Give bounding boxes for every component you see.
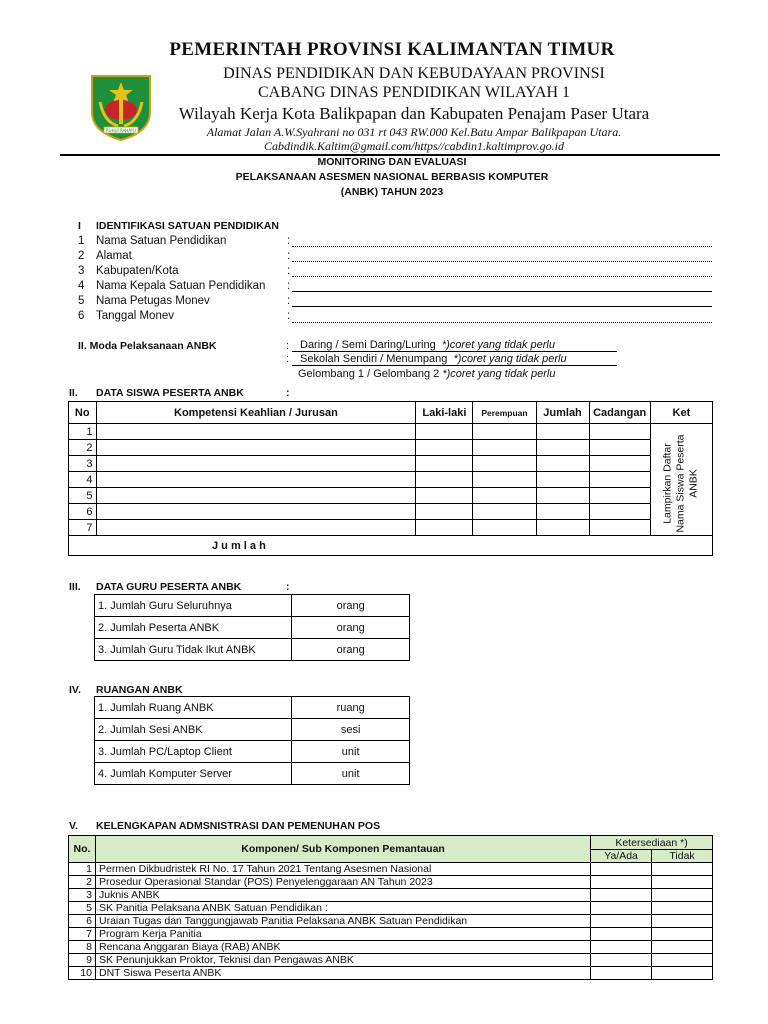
section3-num: III. — [69, 581, 81, 593]
field-label: Nama Kepala Satuan Pendidikan — [96, 280, 266, 292]
cell-laki[interactable] — [416, 456, 473, 472]
ya-checkbox[interactable] — [591, 915, 652, 928]
table-row — [95, 639, 410, 661]
tidak-checkbox[interactable] — [652, 863, 713, 876]
cell-cadangan[interactable] — [589, 472, 650, 488]
moda-option-sekolah[interactable]: Sekolah Sendiri / Menumpang *)coret yang tidak perlu — [292, 353, 617, 366]
table-row — [69, 440, 713, 456]
field-label: Nama Petugas Monev — [96, 295, 210, 307]
field-colon: : — [287, 250, 291, 262]
cell-jumlah[interactable] — [536, 520, 589, 536]
siswa-table — [68, 401, 713, 556]
table-row — [69, 915, 713, 928]
section2-num: II. — [69, 387, 78, 399]
moda-colon1: : — [286, 340, 290, 352]
cell-kompetensi[interactable] — [96, 488, 416, 504]
row-text: Permen Dikbudristek RI No. 17 Tahun 2021 Tentang Asesmen Nasional — [95, 863, 590, 876]
header-address: Alamat Jalan A.W.Syahrani no 031 rt 043 RW.000 Kel.Batu Ampar Balikpapan Utara. — [206, 125, 622, 139]
row-label: 4. Jumlah Komputer Server — [95, 763, 292, 785]
row-no: 1 — [69, 424, 97, 440]
table-row — [69, 520, 713, 536]
ya-checkbox[interactable] — [591, 863, 652, 876]
row-text: DNT Siswa Peserta ANBK — [95, 967, 590, 980]
cell-kompetensi[interactable] — [96, 504, 416, 520]
ya-checkbox[interactable] — [591, 876, 652, 889]
tidak-checkbox[interactable] — [652, 876, 713, 889]
petugas-monev-field[interactable] — [292, 306, 712, 307]
table-row — [69, 424, 713, 440]
row-no: 2 — [69, 440, 97, 456]
table-header — [69, 836, 713, 850]
row-no: 3 — [69, 889, 96, 902]
cell-laki[interactable] — [416, 520, 473, 536]
row-no: 7 — [69, 520, 97, 536]
tidak-checkbox[interactable] — [652, 954, 713, 967]
row-label: 3. Jumlah Guru Tidak Ikut ANBK — [95, 639, 292, 661]
cell-cadangan[interactable] — [589, 488, 650, 504]
tidak-checkbox[interactable] — [652, 889, 713, 902]
cell-jumlah[interactable] — [536, 456, 589, 472]
moda-colon2: : — [286, 353, 290, 365]
ya-checkbox[interactable] — [591, 889, 652, 902]
cell-cadangan[interactable] — [589, 440, 650, 456]
row-label: 2. Jumlah Peserta ANBK — [95, 617, 292, 639]
col-ket: Ket — [650, 402, 712, 424]
cell-laki[interactable] — [416, 424, 473, 440]
cell-cadangan[interactable] — [589, 504, 650, 520]
col-ya: Ya/Ada — [591, 850, 652, 863]
col-laki: Laki-laki — [416, 402, 473, 424]
table-row — [69, 967, 713, 980]
cell-kompetensi[interactable] — [96, 440, 416, 456]
cell-jumlah[interactable] — [536, 504, 589, 520]
field-row: 5 — [78, 295, 85, 307]
cell-kompetensi[interactable] — [96, 472, 416, 488]
table-row — [95, 741, 410, 763]
cell-perempuan[interactable] — [473, 472, 536, 488]
row-text: SK Penunjukkan Proktor, Teknisi dan Pengawas ANBK — [95, 954, 590, 967]
col-tidak: Tidak — [652, 850, 713, 863]
cell-perempuan[interactable] — [473, 520, 536, 536]
jumlah-sesi-value[interactable]: sesi — [292, 719, 410, 741]
header-line2: DINAS PENDIDIKAN DAN KEBUDAYAAN PROVINSI — [223, 65, 605, 82]
section4-num: IV. — [69, 684, 81, 696]
row-no: 4 — [69, 472, 97, 488]
tidak-checkbox[interactable] — [652, 902, 713, 915]
field-row: 1 — [78, 235, 85, 247]
col-ketersediaan: Ketersediaan *) — [591, 836, 713, 850]
section3-colon: : — [286, 581, 290, 593]
cell-perempuan[interactable] — [473, 440, 536, 456]
table-row — [69, 504, 713, 520]
table-row — [69, 472, 713, 488]
table-row — [69, 876, 713, 889]
row-label: 2. Jumlah Sesi ANBK — [95, 719, 292, 741]
row-text: Juknis ANBK — [95, 889, 590, 902]
row-label: 1. Jumlah Ruang ANBK — [95, 697, 292, 719]
section1-num: I — [78, 220, 81, 232]
field-label: Alamat — [96, 250, 132, 262]
moda-option-daring[interactable]: Daring / Semi Daring/Luring *)coret yang tidak perlu — [292, 339, 617, 352]
table-row — [69, 928, 713, 941]
row-no: 3 — [69, 456, 97, 472]
field-colon: : — [287, 235, 291, 247]
jumlah-ruang-value[interactable]: ruang — [292, 697, 410, 719]
row-text: Uraian Tugas dan Tanggungjawab Panitia Pelaksana ANBK Satuan Pendidikan — [95, 915, 590, 928]
tidak-checkbox[interactable] — [652, 928, 713, 941]
guru-table — [94, 594, 410, 661]
cell-laki[interactable] — [416, 488, 473, 504]
table-row — [69, 863, 713, 876]
table-row — [95, 719, 410, 741]
section5-num: V. — [69, 820, 78, 832]
row-label: 3. Jumlah PC/Laptop Client — [95, 741, 292, 763]
col-no: No — [69, 402, 97, 424]
cell-laki[interactable] — [416, 504, 473, 520]
cell-jumlah[interactable] — [536, 472, 589, 488]
ruangan-table — [94, 696, 410, 785]
title-line1: MONITORING DAN EVALUASI — [317, 156, 467, 168]
cell-perempuan[interactable] — [473, 456, 536, 472]
col-komponen: Komponen/ Sub Komponen Pemantauan — [95, 836, 590, 863]
moda-option-gelombang[interactable]: Gelombang 1 / Gelombang 2 *)coret yang tidak perlu — [298, 368, 556, 380]
row-no: 5 — [69, 488, 97, 504]
cell-jumlah[interactable] — [536, 424, 589, 440]
ya-checkbox[interactable] — [591, 967, 652, 980]
cell-kompetensi[interactable] — [96, 424, 416, 440]
col-jumlah: Jumlah — [536, 402, 589, 424]
svg-text:RUHUI RAHAYU: RUHUI RAHAYU — [105, 128, 137, 133]
field-row: 4 — [78, 280, 85, 292]
field-row: 6 — [78, 310, 85, 322]
jumlah-server-value[interactable]: unit — [292, 763, 410, 785]
section4-heading: RUANGAN ANBK — [96, 684, 183, 696]
row-no: 10 — [69, 967, 96, 980]
row-text: Prosedur Operasional Standar (POS) Penyelenggaraan AN Tahun 2023 — [95, 876, 590, 889]
peserta-anbk-value[interactable]: orang — [292, 617, 410, 639]
table-row — [69, 954, 713, 967]
tidak-checkbox[interactable] — [652, 915, 713, 928]
field-colon: : — [287, 295, 291, 307]
table-row — [95, 595, 410, 617]
moda-label: II. Moda Pelaksanaan ANBK — [78, 340, 217, 352]
tidak-checkbox[interactable] — [652, 941, 713, 954]
cell-jumlah[interactable] — [536, 488, 589, 504]
table-row — [69, 889, 713, 902]
cell-jumlah[interactable] — [536, 440, 589, 456]
header-line4: Wilayah Kerja Kota Balikpapan dan Kabupaten Penajam Paser Utara — [178, 104, 650, 123]
table-row — [95, 763, 410, 785]
header-line1: PEMERINTAH PROVINSI KALIMANTAN TIMUR — [169, 39, 615, 60]
section2-heading: DATA SISWA PESERTA ANBK — [96, 387, 244, 399]
field-colon: : — [287, 310, 291, 322]
cell-perempuan[interactable] — [473, 424, 536, 440]
section5-heading: KELENGKAPAN ADMSNISTRASI DAN PEMENUHAN POS — [96, 820, 381, 832]
section3-heading: DATA GURU PESERTA ANBK — [96, 581, 242, 593]
tidak-checkbox[interactable] — [652, 967, 713, 980]
row-no: 6 — [69, 915, 96, 928]
row-text: SK Panitia Pelaksana ANBK Satuan Pendidikan : — [95, 902, 590, 915]
table-row — [69, 456, 713, 472]
ket-note: Lampirkan Daftar Nama Siswa Peserta ANBK — [661, 434, 700, 533]
table-header — [69, 402, 713, 424]
ya-checkbox[interactable] — [591, 954, 652, 967]
cell-cadangan[interactable] — [589, 456, 650, 472]
row-text: Rencana Anggaran Biaya (RAB) ANBK — [95, 941, 590, 954]
row-no: 7 — [69, 928, 96, 941]
section1-heading: IDENTIFIKASI SATUAN PENDIDIKAN — [96, 220, 279, 232]
col-kompetensi: Kompetensi Keahlian / Jurusan — [96, 402, 416, 424]
table-row — [69, 488, 713, 504]
alamat-field[interactable] — [292, 261, 712, 262]
row-no: 5 — [69, 902, 96, 915]
ket-cell — [650, 424, 712, 536]
ya-checkbox[interactable] — [591, 928, 652, 941]
col-perempuan: Perempuan — [473, 402, 536, 424]
total-label: J u m l a h — [69, 536, 713, 556]
kabupaten-field[interactable] — [292, 276, 712, 277]
field-colon: : — [287, 265, 291, 277]
total-row — [69, 536, 713, 556]
table-row — [95, 697, 410, 719]
title-line2: PELAKSANAAN ASESMEN NASIONAL BERBASIS KOMPUTER — [235, 171, 549, 183]
section2-colon: : — [286, 387, 290, 399]
cell-cadangan[interactable] — [589, 424, 650, 440]
field-label: Tanggal Monev — [96, 310, 174, 322]
field-colon: : — [287, 280, 291, 292]
nama-satuan-field[interactable] — [292, 246, 712, 247]
title-line3: (ANBK) TAHUN 2023 — [340, 186, 444, 198]
field-row: 2 — [78, 250, 85, 262]
tanggal-monev-field[interactable] — [292, 322, 712, 323]
cell-perempuan[interactable] — [473, 488, 536, 504]
table-row — [95, 617, 410, 639]
kepala-sekolah-field[interactable] — [292, 291, 712, 292]
cell-kompetensi[interactable] — [96, 456, 416, 472]
ya-checkbox[interactable] — [591, 941, 652, 954]
header-contact: Cabdindik.Kaltim@gmail.com/https//cabdin1.kaltimprov.go.id — [263, 139, 565, 153]
field-row: 3 — [78, 265, 85, 277]
field-label: Kabupaten/Kota — [96, 265, 179, 277]
guru-tidak-ikut-value[interactable]: orang — [292, 639, 410, 661]
guru-seluruhnya-value[interactable]: orang — [292, 595, 410, 617]
cell-laki[interactable] — [416, 440, 473, 456]
row-no: 1 — [69, 863, 96, 876]
row-no: 2 — [69, 876, 96, 889]
row-no: 6 — [69, 504, 97, 520]
kelengkapan-table — [68, 835, 713, 980]
table-row — [69, 902, 713, 915]
cell-laki[interactable] — [416, 472, 473, 488]
col-no: No. — [69, 836, 96, 863]
ya-checkbox[interactable] — [591, 902, 652, 915]
cell-cadangan[interactable] — [589, 520, 650, 536]
row-no: 8 — [69, 941, 96, 954]
col-cadangan: Cadangan — [589, 402, 650, 424]
table-row — [69, 941, 713, 954]
header-line3: CABANG DINAS PENDIDIKAN WILAYAH 1 — [258, 84, 570, 101]
jumlah-pc-value[interactable]: unit — [292, 741, 410, 763]
cell-kompetensi[interactable] — [96, 520, 416, 536]
field-label: Nama Satuan Pendidikan — [96, 235, 227, 247]
row-label: 1. Jumlah Guru Seluruhnya — [95, 595, 292, 617]
row-no: 9 — [69, 954, 96, 967]
cell-perempuan[interactable] — [473, 504, 536, 520]
row-text: Program Kerja Panitia — [95, 928, 590, 941]
